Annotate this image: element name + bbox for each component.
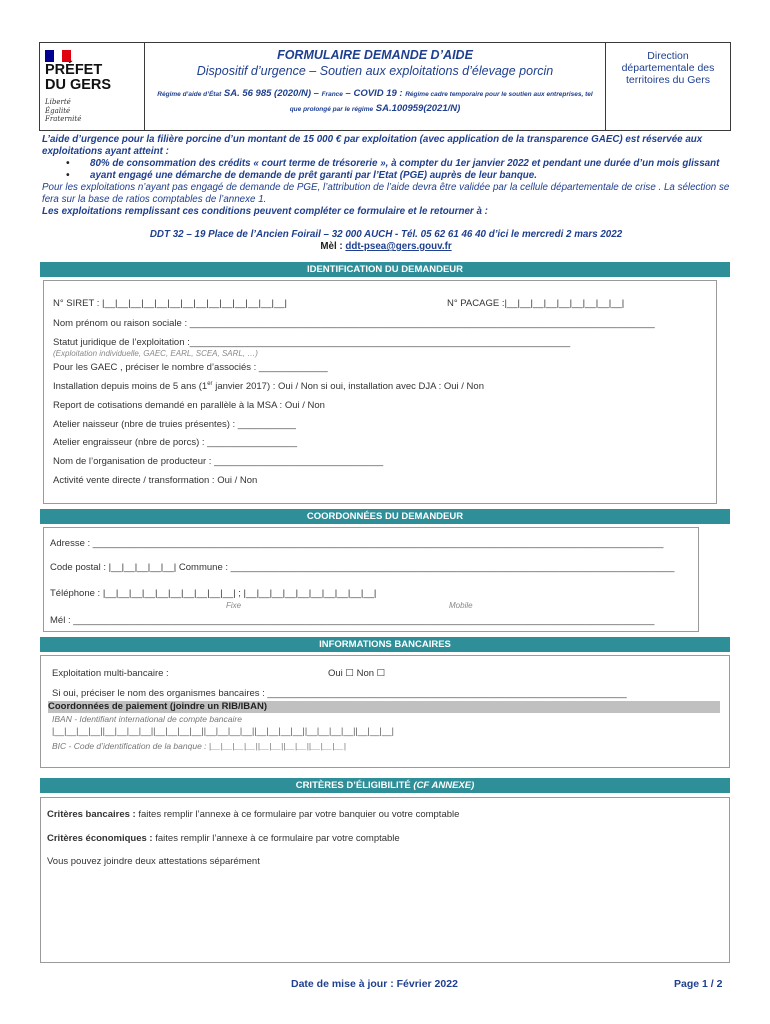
devise-fraternite: Fraternité bbox=[45, 115, 82, 123]
mobile-label: Mobile bbox=[449, 601, 473, 610]
statut-field[interactable]: Statut juridique de l’exploitation :________________________________________________________________________ bbox=[53, 337, 571, 348]
form-subtitle: Dispositif d’urgence – Soutien aux exploitations d’élevage porcin bbox=[196, 64, 554, 78]
coordonnees-paiement-heading: Coordonnées de paiement (joindre un RIB/IBAN) bbox=[48, 701, 720, 713]
iban-field[interactable]: |__|__|__|__||__|__|__|__||__|__|__|__||__|__|__|__||__|__|__|__||__|__|__|__||__|__|__| bbox=[52, 726, 394, 736]
criteres-bancaires-label: Critères bancaires : bbox=[47, 809, 139, 820]
iban-label: IBAN - Identifiant international de compte bancaire bbox=[52, 714, 242, 724]
regime-main-2: – COVID 19 : bbox=[342, 88, 406, 99]
organisation-field[interactable]: Nom de l’organisation de producteur : ________________________________ bbox=[53, 456, 384, 467]
mel-label: Mèl : bbox=[320, 241, 346, 252]
bic-field[interactable]: BIC - Code d’identification de la banque : |__|__|__|__||__|__||__|__||__|__|__| bbox=[52, 741, 346, 751]
msa-field[interactable]: Report de cotisations demandé en parallèle à la MSA : Oui / Non bbox=[53, 400, 325, 411]
update-date: Date de mise à jour : Février 2022 bbox=[291, 978, 458, 990]
fixe-label: Fixe bbox=[226, 601, 242, 610]
gaec-field[interactable]: Pour les GAEC , préciser le nombre d’associés : _____________ bbox=[53, 362, 328, 373]
organismes-field[interactable]: Si oui, préciser le nom des organismes bancaires : ____________________________________________________________________ bbox=[52, 688, 627, 699]
devise bbox=[45, 98, 81, 124]
devise-egalite: Égalité bbox=[45, 106, 71, 115]
install-sup: er bbox=[207, 381, 213, 387]
naisseur-field[interactable]: Atelier naisseur (nbre de truies présentes) : ___________ bbox=[53, 419, 296, 430]
intro-text bbox=[42, 134, 732, 218]
intro-bullet-2: • ayant engagé une démarche de demande de prêt garanti par l’Etat (PGE) auprès de leur banque. bbox=[42, 170, 732, 182]
email-link[interactable]: ddt-psea@gers.gouv.fr bbox=[345, 241, 452, 252]
criteres-box bbox=[40, 797, 730, 963]
intro-p1: L’aide d’urgence pour la filière porcine d’un montant de 15 000 € par exploitation (avec application de la transparence GAEC) est réservée aux exploitations ayant atteint : bbox=[42, 134, 703, 157]
prefet-text bbox=[45, 63, 111, 93]
statut-hint: (Exploitation individuelle, GAEC, EARL, SCEA, SARL, …) bbox=[53, 349, 258, 358]
siret-field[interactable]: N° SIRET : |__|__|__|__|__|__|__|__|__|__|__|__|__|__| bbox=[53, 298, 287, 309]
code-postal-field[interactable]: Code postal : |__|__|__|__|__| Commune : ____________________________________________________________________________________ bbox=[50, 562, 675, 573]
form-title: FORMULAIRE DEMANDE D’AIDE bbox=[277, 48, 473, 62]
pacage-field[interactable]: N° PACAGE :|__|__|__|__|__|__|__|__|__| bbox=[447, 298, 625, 309]
criteres-economiques-label: Critères économiques : bbox=[47, 833, 156, 844]
criteres-title-italic: (CF ANNEXE) bbox=[413, 780, 475, 791]
engraisseur-field[interactable]: Atelier engraisseur (nbre de porcs) : _________________ bbox=[53, 437, 297, 448]
title-cell bbox=[145, 43, 606, 130]
direction-text: Direction départementale des territoires du Gers bbox=[621, 50, 715, 86]
return-address bbox=[42, 229, 730, 253]
prefet-line-2: DU GERS bbox=[45, 77, 112, 93]
criteres-economiques-text: faites remplir l’annexe à ce formulaire par votre comptable bbox=[155, 833, 400, 844]
section-bancaires-title: INFORMATIONS BANCAIRES bbox=[40, 637, 730, 652]
marianne-flag-icon bbox=[45, 47, 71, 59]
adresse-field[interactable]: Adresse : ____________________________________________________________________________________________________________ bbox=[50, 538, 664, 549]
regime-main-1: SA. 56 985 (2020/N) – bbox=[221, 88, 322, 99]
page-number: Page 1 / 2 bbox=[674, 978, 723, 990]
intro-p3: Les exploitations remplissant ces conditions peuvent compléter ce formulaire et le retourner à : bbox=[42, 206, 488, 217]
mel-field[interactable]: Mél : ______________________________________________________________________________________________________________ bbox=[50, 615, 655, 626]
intro-p2: Pour les exploitations n’ayant pas engagé de demande de PGE, l’attribution de l’aide devra être validée par la cellule départementale de crise . La sélection se fera sur la base de ratios comptables de l’annexe 1. bbox=[42, 182, 730, 205]
form-header bbox=[39, 42, 731, 131]
prefet-line-1: PRÉFET bbox=[45, 62, 103, 78]
address-line: DDT 32 – 19 Place de l’Ancien Foirail – 32 000 AUCH - Tél. 05 62 61 46 40 d’ici le mercredi 2 mars 2022 bbox=[149, 229, 623, 240]
mel-line bbox=[42, 241, 730, 253]
regime-main-3: SA.100959(2021/N) bbox=[373, 103, 461, 114]
prefecture-logo bbox=[40, 43, 145, 130]
section-identification-title: IDENTIFICATION DU DEMANDEUR bbox=[40, 262, 730, 277]
intro-bullet-1: • 80% de consommation des crédits « court terme de trésorerie », à compter du 1er janvier 2022 et pendant une durée d’un mois glissant bbox=[42, 158, 732, 170]
vente-field[interactable]: Activité vente directe / transformation : Oui / Non bbox=[53, 475, 258, 486]
criteres-economiques-line bbox=[47, 833, 400, 844]
telephone-field[interactable]: Téléphone : |__|__|__|__|__|__|__|__|__|__| ; |__|__|__|__|__|__|__|__|__|__| bbox=[50, 588, 377, 599]
joindre-attestations-text: Vous pouvez joindre deux attestations séparément bbox=[47, 856, 260, 867]
regime-small-2: France bbox=[321, 91, 343, 98]
section-criteres-title bbox=[40, 778, 730, 793]
regime-text bbox=[151, 87, 599, 117]
regime-small-3: Régime cadre temporaire pour le soutien aux entreprises, tel que prolongé par le régime bbox=[289, 91, 593, 113]
multi-bancaire-label: Exploitation multi-bancaire : bbox=[52, 668, 169, 679]
criteres-bancaires-text: faites remplir l’annexe à ce formulaire par votre banquier ou votre comptable bbox=[138, 809, 460, 820]
install-pre: Installation depuis moins de 5 ans (1 bbox=[53, 381, 208, 393]
devise-liberte: Liberté bbox=[45, 98, 71, 106]
section-coordonnees-title: COORDONNÉES DU DEMANDEUR bbox=[40, 509, 730, 524]
criteres-title-text: CRITÈRES D’ÉLIGIBILITÉ bbox=[295, 780, 414, 791]
direction-cell bbox=[606, 43, 730, 130]
criteres-bancaires-line bbox=[47, 809, 459, 820]
nom-field[interactable]: Nom prénom ou raison sociale : ________________________________________________________________________________________ bbox=[53, 318, 655, 329]
multi-bancaire-checkboxes[interactable]: Oui ☐ Non ☐ bbox=[328, 668, 386, 679]
install-post: janvier 2017) : Oui / Non si oui, installation avec DJA : Oui / Non bbox=[212, 381, 484, 393]
installation-field[interactable] bbox=[53, 381, 484, 392]
regime-small-1: Régime d’aide d’État bbox=[157, 91, 222, 98]
